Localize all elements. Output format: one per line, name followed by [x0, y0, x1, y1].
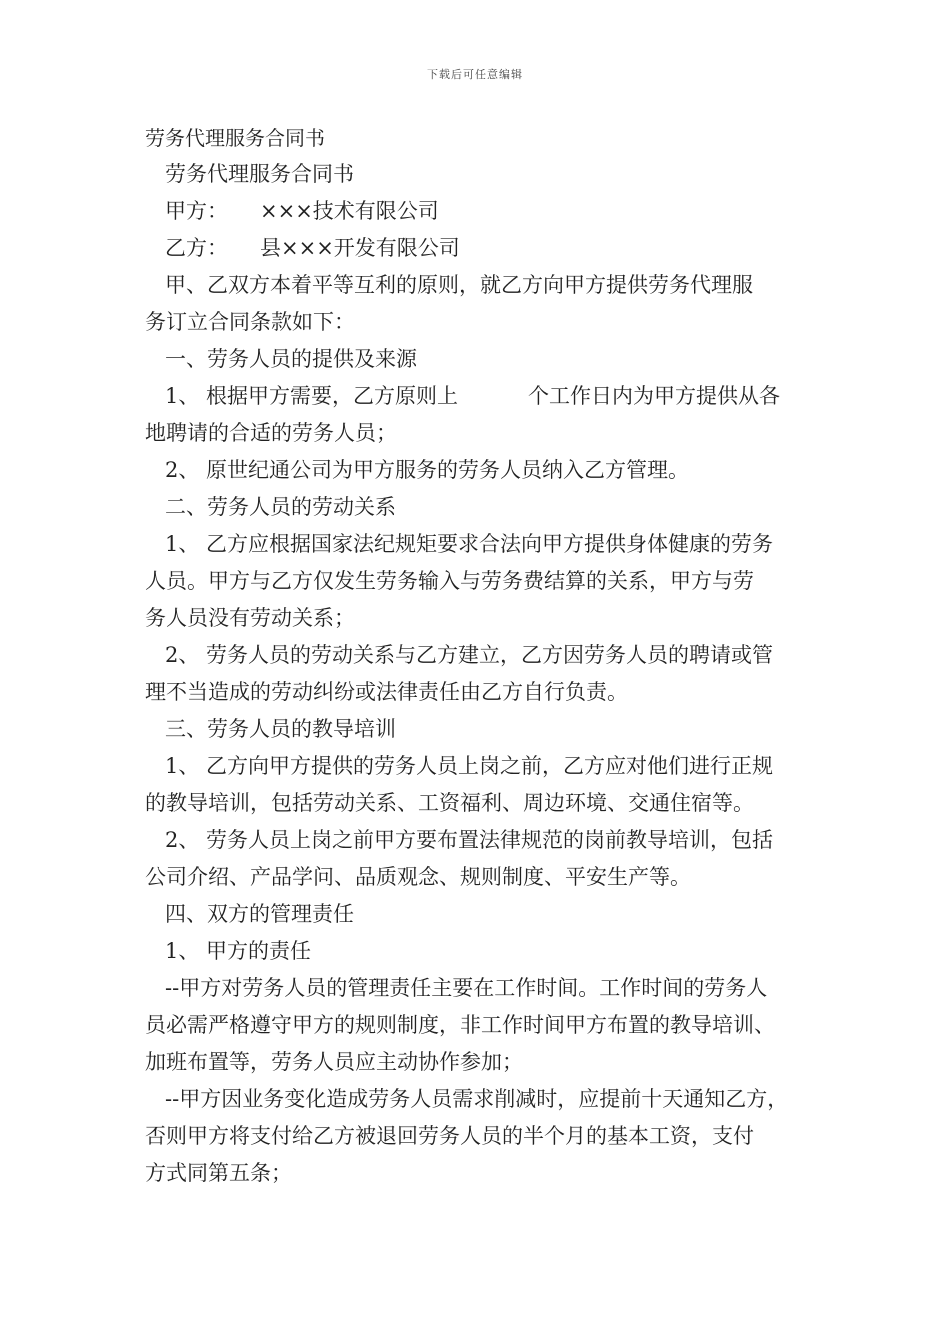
- section-2-item-1: 1、 乙方应根据国家法纪规矩要求合法向甲方提供身体健康的劳务: [165, 532, 774, 556]
- section-1-item-2: 2、 原世纪通公司为甲方服务的劳务人员纳入乙方管理。: [165, 458, 690, 482]
- section-4-para-2-cont-1: 否则甲方将支付给乙方被退回劳务人员的半个月的基本工资，支付: [145, 1124, 754, 1148]
- section-2-title: 二、劳务人员的劳动关系: [165, 495, 396, 519]
- section-1-item-1: [145, 378, 817, 415]
- section-4-para-1-cont-1: 员必需严格遵守甲方的规则制度，非工作时间甲方布置的教导培训、: [145, 1013, 775, 1037]
- section-2-item-1-cont-1: 人员。甲方与乙方仅发生劳务输入与劳务费结算的关系，甲方与劳: [145, 569, 754, 593]
- party-a-value: ×××技术有限公司: [260, 199, 439, 223]
- section-1-item-1-cont: 地聘请的合适的劳务人员；: [145, 421, 397, 445]
- party-b-label: 乙方：: [165, 236, 228, 260]
- section-4-para-1: --甲方对劳务人员的管理责任主要在工作时间。工作时间的劳务人: [165, 976, 768, 1000]
- section-3-item-2-cont: 公司介绍、产品学问、品质观念、规则制度、平安生产等。: [145, 865, 691, 889]
- party-b-value: 县×××开发有限公司: [260, 236, 460, 260]
- intro-line-2: 务订立合同条款如下：: [145, 310, 355, 334]
- section-4-para-2-cont-2: 方式同第五条；: [145, 1161, 292, 1185]
- section-4-title: 四、双方的管理责任: [165, 902, 354, 926]
- section-3-item-1: 1、 乙方向甲方提供的劳务人员上岗之前，乙方应对他们进行正规: [165, 754, 774, 778]
- section-2-item-2: 2、 劳务人员的劳动关系与乙方建立，乙方因劳务人员的聘请或管: [165, 643, 774, 667]
- section-3-title: 三、劳务人员的教导培训: [165, 717, 396, 741]
- intro-line-1: 甲、乙双方本着平等互利的原则，就乙方向甲方提供劳务代理服: [165, 273, 753, 297]
- section-3-item-2: 2、 劳务人员上岗之前甲方要布置法律规范的岗前教导培训，包括: [165, 828, 774, 852]
- document-title: 劳务代理服务合同书: [145, 126, 325, 150]
- section-1-title: 一、劳务人员的提供及来源: [165, 347, 417, 371]
- document-subtitle: 劳务代理服务合同书: [165, 162, 354, 186]
- party-a-line: [145, 193, 817, 230]
- page-header-note: 下载后可任意编辑: [427, 68, 523, 81]
- section-4-para-2: --甲方因业务变化造成劳务人员需求削减时，应提前十天通知乙方，: [165, 1087, 789, 1111]
- section-4-item-1: 1、 甲方的责任: [165, 939, 312, 963]
- document-body: [145, 156, 817, 1192]
- party-a-label: 甲方：: [165, 199, 228, 223]
- party-b-line: [145, 230, 817, 267]
- section-1-item-1-part-a: 1、 根据甲方需要，乙方原则上: [165, 384, 459, 408]
- section-2-item-2-cont: 理不当造成的劳动纠纷或法律责任由乙方自行负责。: [145, 680, 628, 704]
- section-3-item-1-cont: 的教导培训，包括劳动关系、工资福利、周边环境、交通住宿等。: [145, 791, 754, 815]
- section-1-item-1-part-b: 个工作日内为甲方提供从各: [528, 384, 781, 408]
- section-2-item-1-cont-2: 务人员没有劳动关系；: [145, 606, 355, 630]
- section-4-para-1-cont-2: 加班布置等，劳务人员应主动协作参加；: [145, 1050, 523, 1074]
